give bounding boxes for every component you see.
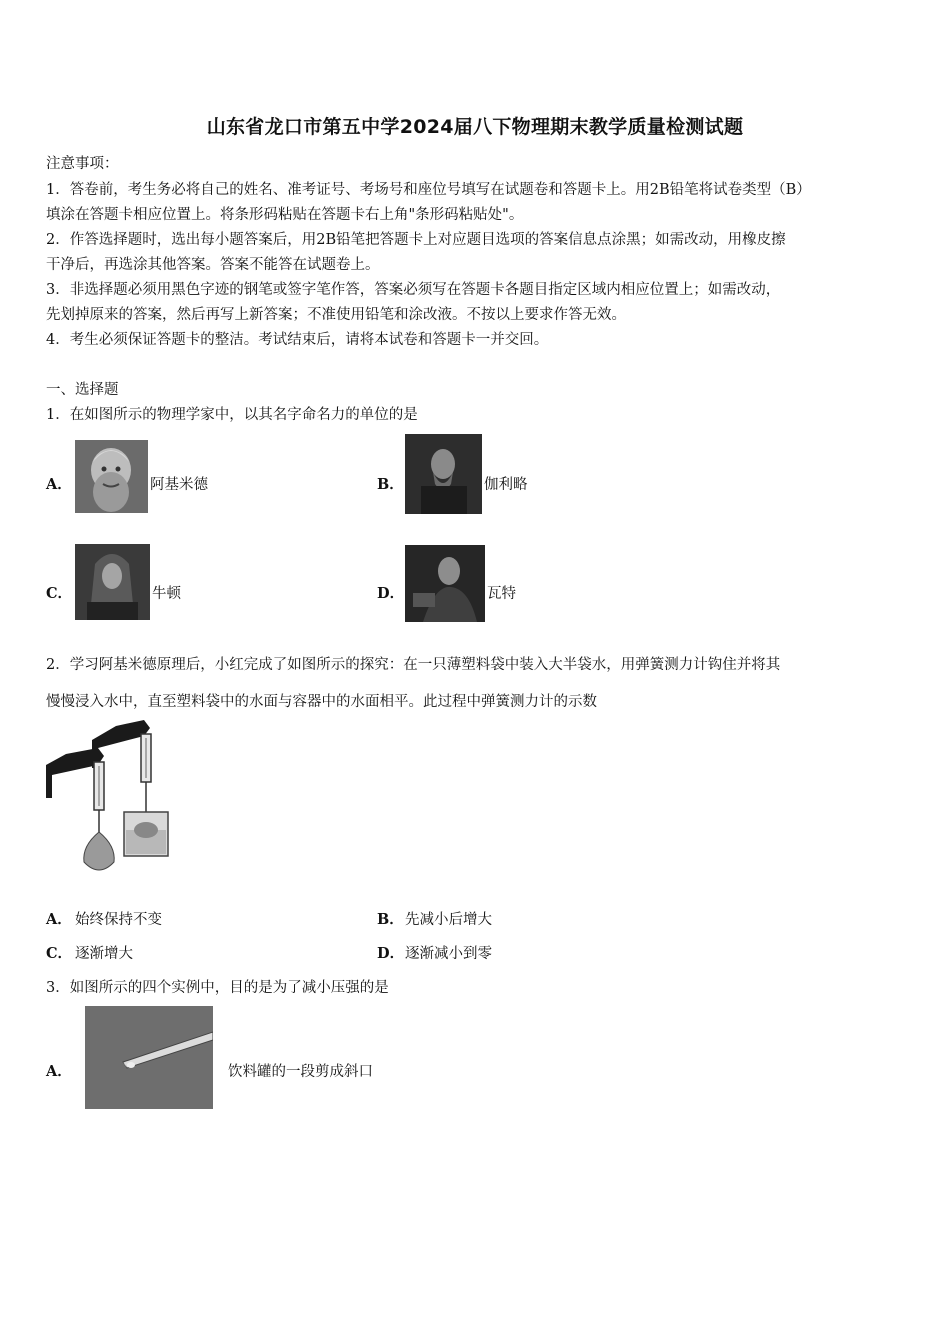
- q1-option-d-text: 瓦特: [487, 586, 516, 602]
- archimedes-portrait: [75, 440, 148, 513]
- q1-option-a-text: 阿基米德: [150, 477, 208, 493]
- q3-option-a-letter: A．: [46, 1063, 72, 1080]
- q2-option-a-text: 始终保持不变: [75, 912, 162, 928]
- section-heading: 一、选择题: [46, 382, 119, 398]
- note-line: 填涂在答题卡相应位置上。将条形码粘贴在答题卡右上角"条形码粘贴处"。: [46, 207, 524, 223]
- galileo-portrait: [405, 434, 482, 514]
- note-line: 干净后，再选涂其他答案。答案不能答在试题卷上。: [46, 257, 380, 273]
- newton-portrait: [75, 544, 150, 620]
- watt-portrait: [405, 545, 485, 622]
- straw-cut-photo: [85, 1006, 213, 1109]
- q2-option-a-letter: A．: [46, 911, 72, 928]
- q1-option-c-letter: C．: [46, 585, 73, 602]
- q2-option-b-letter: B．: [377, 911, 404, 928]
- question-1-stem: 1．在如图所示的物理学家中，以其名字命名力的单位的是: [46, 407, 418, 423]
- q2-option-d-letter: D．: [377, 945, 405, 962]
- note-line: 1．答卷前，考生务必将自己的姓名、准考证号、考场号和座位号填写在试题卷和答题卡上。用2B铅笔将试卷类型（B）: [46, 182, 811, 198]
- q1-option-b-letter: B．: [377, 476, 404, 493]
- q2-option-c-text: 逐渐增大: [75, 946, 133, 962]
- notes-heading: 注意事项：: [46, 156, 119, 172]
- question-3-stem: 3．如图所示的四个实例中，目的是为了减小压强的是: [46, 980, 389, 996]
- q1-option-c-text: 牛顿: [152, 586, 181, 602]
- note-line: 3．非选择题必须用黑色字迹的钢笔或签字笔作答，答案必须写在答题卡各题目指定区域内相应位置上；如需改动，: [46, 282, 781, 298]
- q1-option-d-letter: D．: [377, 585, 405, 602]
- spring-scale-experiment-figure: [46, 720, 176, 880]
- question-2-stem-line1: 2．学习阿基米德原理后，小红完成了如图所示的探究：在一只薄塑料袋中装入大半袋水，用弹簧测力计钩住并将其: [46, 657, 781, 673]
- question-2-stem-line2: 慢慢浸入水中，直至塑料袋中的水面与容器中的水面相平。此过程中弹簧测力计的示数: [46, 694, 597, 710]
- note-line: 2．作答选择题时，选出每小题答案后，用2B铅笔把答题卡上对应题目选项的答案信息点涂黑；如需改动，用橡皮擦: [46, 232, 786, 248]
- q1-option-a-letter: A．: [46, 476, 72, 493]
- page-title: 山东省龙口市第五中学2024届八下物理期末教学质量检测试题: [206, 116, 744, 138]
- note-line: 4．考生必须保证答题卡的整洁。考试结束后，请将本试卷和答题卡一并交回。: [46, 332, 549, 348]
- q2-option-c-letter: C．: [46, 945, 73, 962]
- q3-option-a-text: 饮料罐的一段剪成斜口: [228, 1064, 373, 1080]
- q1-option-b-text: 伽利略: [484, 477, 528, 493]
- note-line: 先划掉原来的答案，然后再写上新答案；不准使用铅笔和涂改液。不按以上要求作答无效。: [46, 307, 626, 323]
- q2-option-b-text: 先减小后增大: [405, 912, 492, 928]
- q2-option-d-text: 逐渐减小到零: [405, 946, 492, 962]
